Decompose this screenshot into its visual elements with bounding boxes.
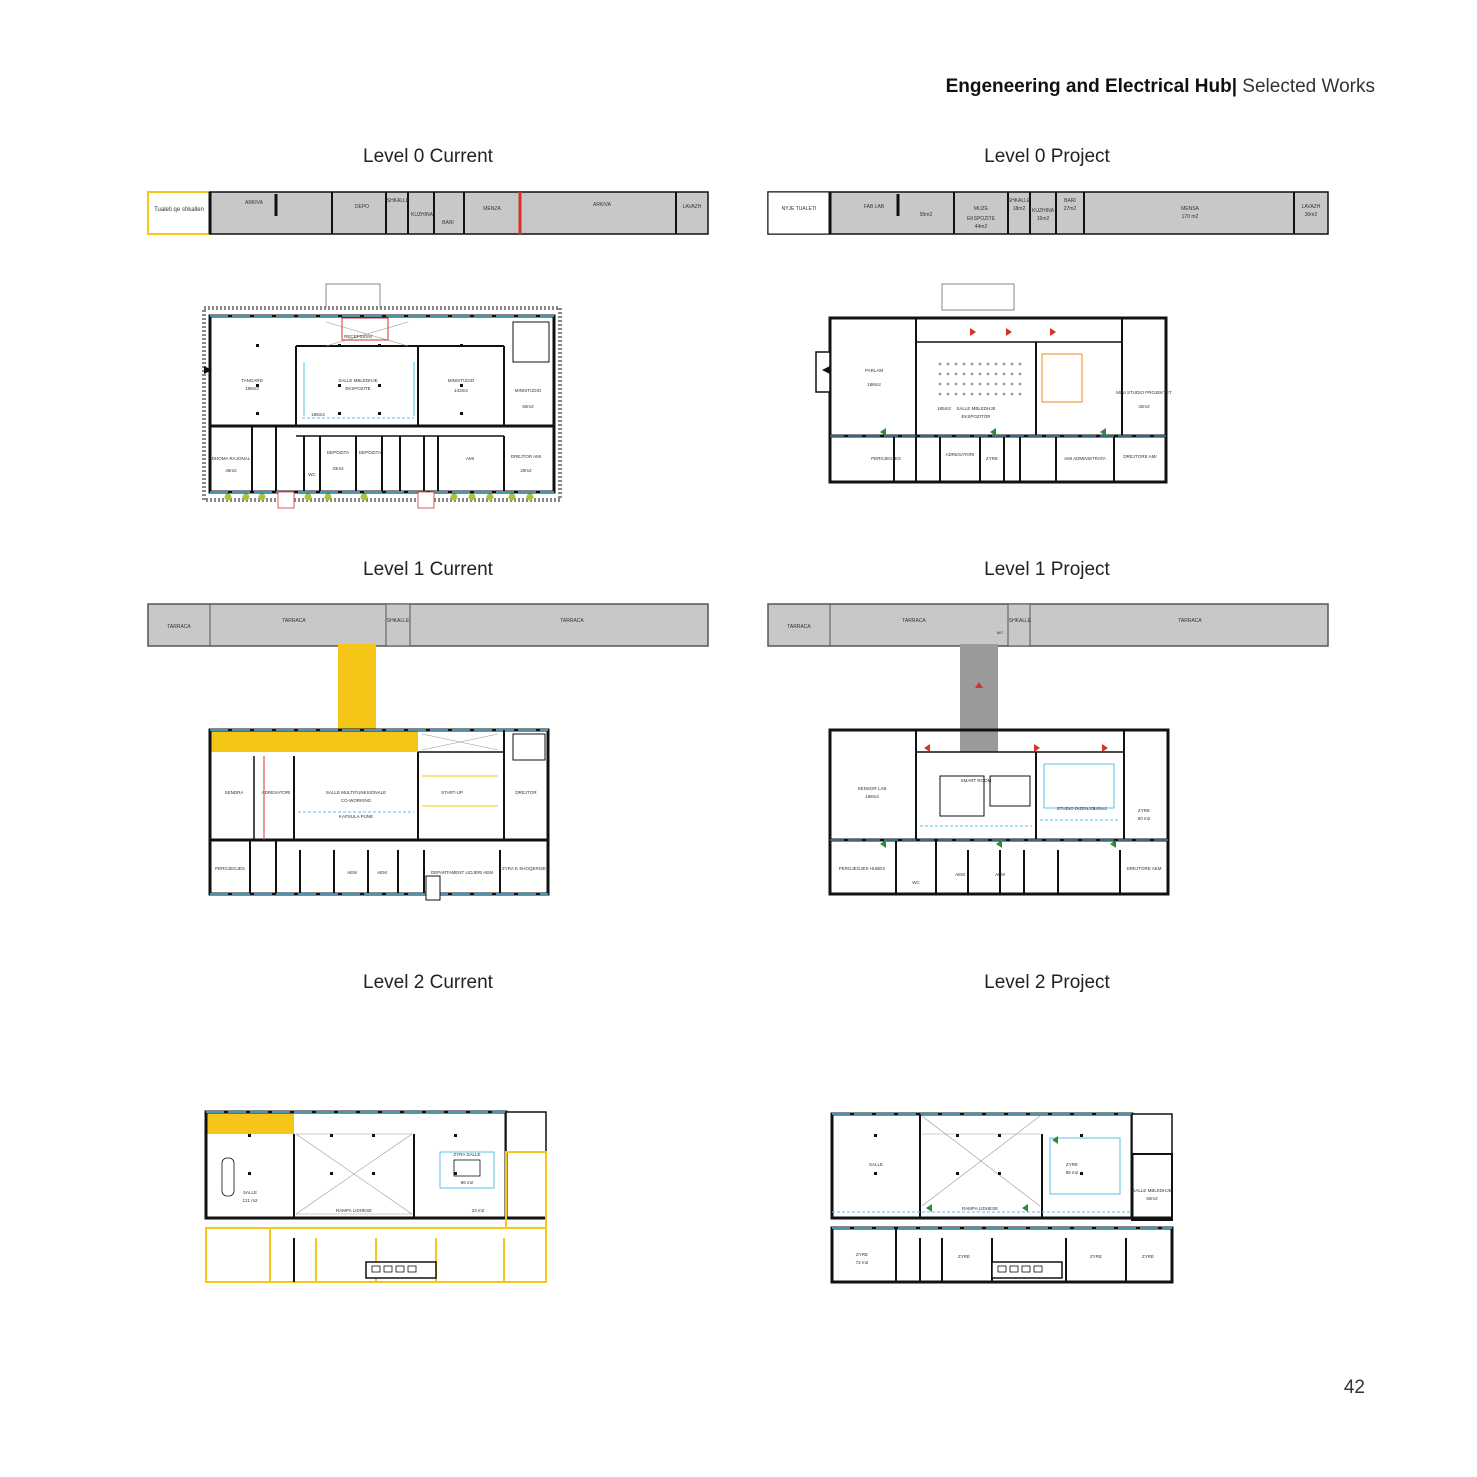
label: 30m2 [1138,404,1150,409]
label: AEM [955,872,965,877]
label: 170 m2 [1181,214,1199,220]
label: 18m2 [1012,206,1026,212]
label: SALLE MBLEDHJE [1132,1188,1172,1193]
label: SHKALLE [1007,198,1031,204]
label: LAVAZH [1301,204,1321,210]
label: TARRACA [560,618,584,624]
label: SMART ROOM [960,778,992,783]
project-title: Engeneering and Electrical Hub [945,76,1232,97]
label: 16m2 [1036,216,1050,222]
label: 188m2 [867,382,881,387]
label: KUZHINA [411,212,433,218]
label: DEPARTAMENT LIDJERI AEM [431,870,493,875]
label: FAB LAB [863,204,885,210]
floorplan-level2-current [200,1108,556,1286]
label: MINI STUDIO PROJEKTET [1116,390,1172,395]
label: 188m2 [865,794,879,799]
label: DREJTOR AMI [510,454,542,459]
label: ZYRE [1141,1254,1155,1259]
label: WC [308,472,316,477]
label: MINISTUDIO [514,388,542,393]
label: ZYRE [1089,1254,1103,1259]
label: 86 m2 [460,1180,474,1185]
label: MENSA [1181,206,1199,212]
label: MUZE [973,206,989,212]
label: ZYRE [1137,808,1151,813]
label: RECEPSIONI [344,334,372,339]
label: START-UP [441,790,463,795]
label: DREJTOR [515,790,537,795]
label: ADRESATORI [261,790,291,795]
label: EKSPOZITE [966,216,996,222]
label: LAVAZH [682,204,702,210]
label: SALLE MBLEDHJE [956,406,996,411]
label: SENSOR LAB [857,786,887,791]
section-title: Selected Works [1237,76,1375,97]
label: 121 m2 [242,1198,258,1203]
label: 185m2 [311,412,325,417]
label: 46m2 [225,468,237,473]
label: DEPOZITA [326,450,350,455]
label: ZYRE [957,1254,971,1259]
title-level0-current: Level 0 Current [363,146,493,167]
label: AMI [465,456,475,461]
label: NYJE TUALETI [781,206,817,212]
label: 60m2 [522,404,534,409]
label: 143m2 [1093,806,1107,811]
label: DEPO [354,204,370,210]
label: 30m2 [1304,212,1318,218]
label: MENZA [483,206,501,212]
label: ZYRA E SHOQERISE [501,866,547,871]
basement-strip-level0-current [146,190,712,238]
label: SHKALLE [386,198,410,204]
label: SHKALLE [386,618,410,624]
floorplan-level1-current [168,644,566,906]
label: BARI [442,220,454,226]
label: KUZHINA [1032,208,1054,214]
page-number: 42 [1343,1377,1365,1398]
label: TANGARD [241,378,263,383]
yellow-note: Tualeti qe shkallen [154,207,204,213]
label: ARKIVA [245,200,263,206]
label: 188m2 [245,386,259,391]
label: ZYRE [1065,1162,1079,1167]
title-separator: | [1231,76,1238,97]
label: 60 m2 [1137,816,1151,821]
label: SHKALLE [1008,618,1032,624]
label: AEM [347,870,357,875]
label: PERGJEGJES [215,866,245,871]
label: 185m2 [937,406,951,411]
title-level2-project: Level 2 Project [984,972,1110,993]
label: WC [996,630,1004,635]
label: RAMPA LIDHESE [962,1206,998,1211]
label: 85 m2 [1065,1170,1079,1175]
label: 60m2 [1146,1196,1158,1201]
label: TARRACA [167,624,191,630]
label: KAPSULA PUNE [338,814,374,819]
label: CO-WORKING [340,798,372,803]
label: DREJTORE AEM [1126,866,1162,871]
label: 27m2 [1063,206,1077,212]
floorplan-level2-project [826,1108,1182,1286]
label: DEPOZITA [358,450,382,455]
label: 44m2 [974,224,988,230]
page-header [946,76,1375,98]
label: ARKIVA [593,202,611,208]
terrace-strip-level1-project [766,602,1332,650]
label: DREJTORE AMI [1123,454,1157,459]
label: 95m2 [919,212,933,218]
label: SALLE MBLEDHJE [338,378,378,383]
label: AEM [995,872,1005,877]
label: RAMPA LIDHESE [336,1208,372,1213]
label: TARRACA [787,624,811,630]
label: ADRESATORI [945,452,975,457]
label: SALLE [242,1190,258,1195]
label: SENDRA [224,790,244,795]
label: PERGJEGJES [871,456,901,461]
floorplan-level1-project [800,644,1172,900]
label: TARRACA [1178,618,1202,624]
label: SALLE [868,1162,884,1167]
title-level1-project: Level 1 Project [984,559,1110,580]
label: AEM [377,870,387,875]
label: 143m2 [454,388,468,393]
label: PERGJEGJES HUBEX [838,866,886,871]
label: BARI [1064,198,1076,204]
label: DHOMA RAJONAL [211,456,251,461]
title-level1-current: Level 1 Current [363,559,493,580]
label: 28m2 [520,468,532,473]
label: 23 m2 [471,1208,485,1213]
title-level2-current: Level 2 Current [363,972,493,993]
label: TARRACA [902,618,926,624]
label: PARLAM [864,368,884,373]
label: 72 m2 [855,1260,869,1265]
terrace-strip-level1-current [146,602,712,650]
floorplan-level0-project [800,282,1172,492]
floorplan-level0-current [168,282,566,510]
label: MINISTUDIO [447,378,475,383]
title-level0-project: Level 0 Project [984,146,1110,167]
label: EKSPOZITOR [961,414,991,419]
label: AMI ADMINISTRATA [1064,456,1106,461]
label: WC [912,880,920,885]
label: SALLE MULTIFUNKSIONALE [325,790,387,795]
label: ZYRE [985,456,999,461]
label: TARRACA [282,618,306,624]
label: ZYRE [855,1252,869,1257]
label: STUDIO DIZENJOI [1056,806,1096,811]
label: EKSPOZITE [345,386,371,391]
label: 33m2 [332,466,344,471]
basement-strip-level0-project [766,190,1332,238]
label: ZYRA SALLE [453,1152,481,1157]
